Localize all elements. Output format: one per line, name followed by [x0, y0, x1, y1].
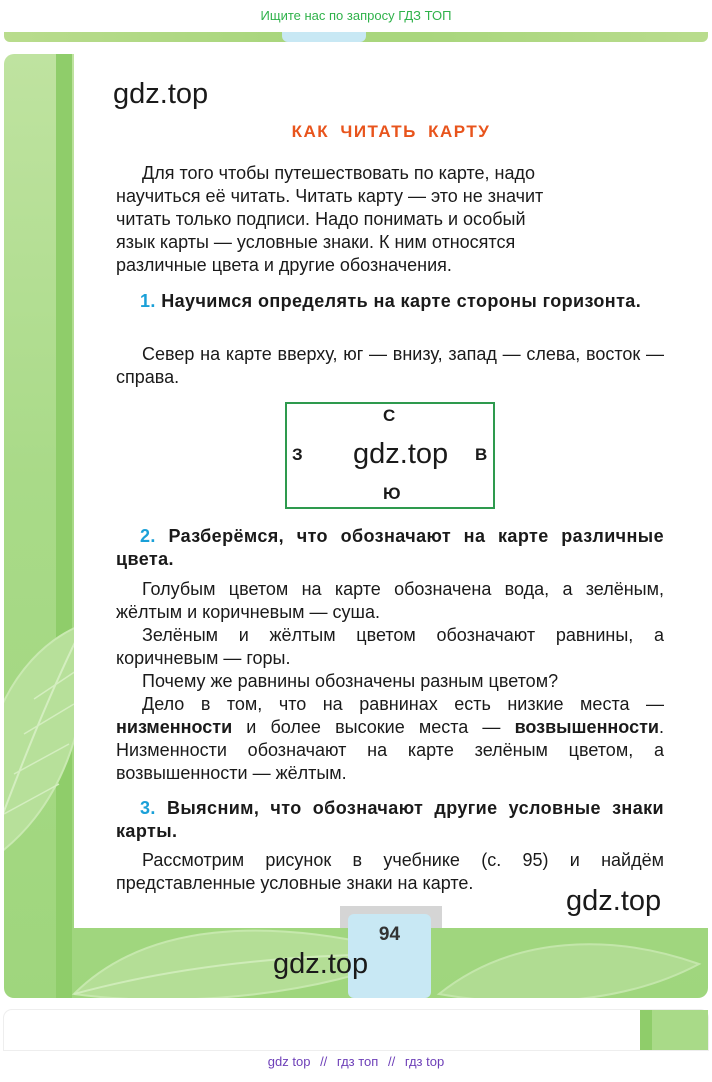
intro-line: язык карты — условные знаки. К ним относятся [116, 232, 516, 252]
section-2-paragraph: Голубым цветом на карте обозначена вода, а зелёным, жёлтым и коричневым — суша. [116, 579, 664, 622]
compass-west: З [292, 445, 303, 464]
section-3-text: Рассмотрим рисунок в учебнике (с. 95) и найдём представленные условные знаки на карте. [116, 850, 664, 893]
section-2-paragraph [116, 693, 664, 785]
section-number: 2. [140, 526, 156, 546]
section-heading-text: Выясним, что обозначают другие условные знаки карты. [116, 798, 664, 841]
text-fragment: Дело в том, что на равнинах есть низкие места — [142, 694, 664, 714]
section-3-heading [116, 797, 664, 843]
watermark: gdz.top [273, 948, 369, 980]
section-1-heading [116, 290, 664, 313]
term-lowland: низменности [116, 717, 233, 737]
compass-south: Ю [383, 484, 401, 503]
previous-page-tab [282, 32, 366, 42]
link-separator: // [387, 1054, 396, 1069]
section-2-heading [116, 525, 664, 571]
bottom-link[interactable]: гдз top [404, 1054, 445, 1069]
section-number: 1. [140, 291, 156, 311]
section-heading-text: Разберёмся, что обозначают на карте различные цвета. [116, 526, 664, 569]
watermark: gdz.top [113, 78, 209, 110]
watermark: gdz.top [566, 885, 662, 917]
top-banner: Ищите нас по запросу ГДЗ ТОП [260, 8, 452, 23]
compass-north: С [383, 406, 396, 425]
section-number: 3. [140, 798, 156, 818]
next-page-green-stripe [640, 1010, 652, 1050]
bottom-links [0, 1054, 712, 1069]
text-fragment: . Низменности обозначают на карте зелёным цветом, а возвышенности — жёлтым. [116, 717, 664, 783]
section-1-text: Север на карте вверху, юг — внизу, запад — слева, восток — справа. [116, 344, 664, 387]
intro-line: различные цвета и другие обозначения. [116, 255, 452, 275]
link-separator: // [320, 1054, 328, 1069]
section-2-paragraph: Зелёным и жёлтым цветом обозначают равнины, а коричневым — горы. [116, 625, 664, 668]
compass-east: В [475, 445, 488, 464]
page-number: 94 [378, 924, 401, 945]
intro-line: читать только подписи. Надо понимать и особый [116, 209, 526, 229]
intro-paragraph [116, 162, 664, 185]
text-fragment: и более высокие места — [246, 717, 501, 737]
term-upland: возвышенности [514, 717, 659, 737]
bottom-link[interactable]: gdz top [267, 1054, 311, 1069]
section-heading-text: Научимся определять на карте стороны горизонта. [161, 291, 642, 311]
intro-line: научиться её читать. Читать карту — это не значит [116, 186, 544, 206]
section-2-paragraph: Почему же равнины обозначены разным цветом? [142, 671, 559, 691]
next-page-edge [4, 1010, 708, 1050]
page-title: КАК ЧИТАТЬ КАРТУ [291, 122, 491, 141]
watermark: gdz.top [353, 438, 449, 470]
leaf-decoration-icon [434, 934, 704, 998]
bottom-link[interactable]: гдз топ [336, 1054, 379, 1069]
compass-box [285, 402, 495, 509]
intro-line: Для того чтобы путешествовать по карте, надо [142, 163, 535, 183]
